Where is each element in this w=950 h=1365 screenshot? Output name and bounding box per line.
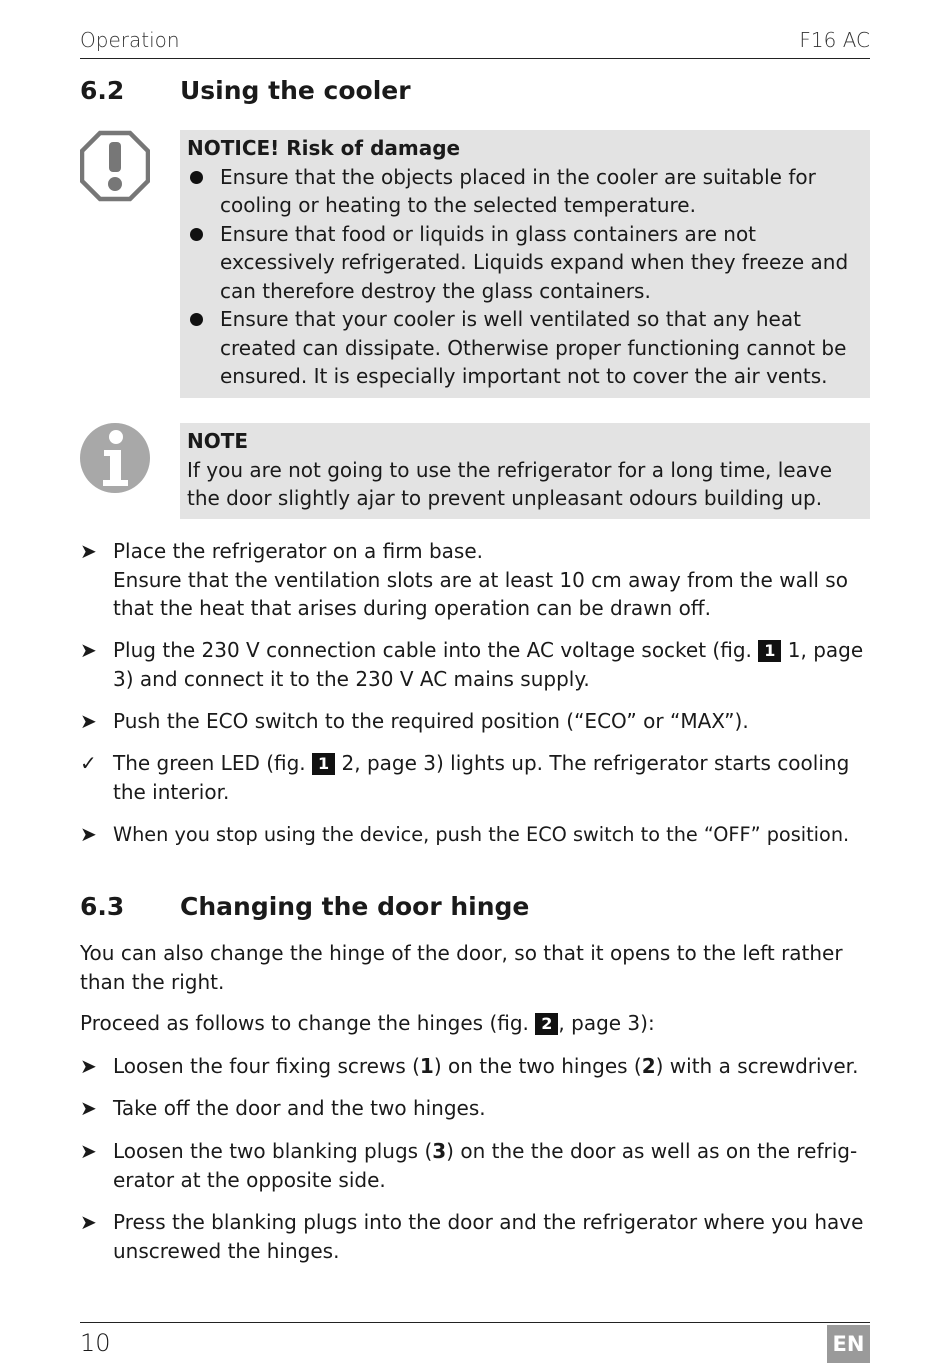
notice-item: Ensure that food or liquids in glass containers are not excessively refrigerated. Liquids expand when they freeze and can therefore destroy the glass containers.	[187, 220, 860, 306]
note-text: If you are not going to use the refrigerator for a long time, leave the door slightly ajar to prevent unpleasant odours building up.	[187, 457, 832, 510]
language-badge: EN	[827, 1325, 870, 1363]
arrow-marker-icon: ➤	[80, 822, 97, 846]
arrow-marker-icon: ➤	[80, 709, 97, 733]
section-title: Using the cooler	[180, 76, 411, 105]
paragraph: You can also change the hinge of the door, so that it opens to the left rather than the right.	[80, 941, 843, 994]
section-heading-6-3	[80, 892, 870, 921]
info-circle-icon	[79, 422, 151, 494]
section-number: 6.2	[80, 76, 125, 105]
instruction-step: ➤ Loosen the two blanking plugs (3) on the the door as well as on the refrig-erator at the opposite side.	[80, 1139, 858, 1192]
paragraph: Proceed as follows to change the hinges (fig. 2 , page 3):	[80, 1011, 655, 1035]
footer-rule	[80, 1322, 870, 1323]
notice-item: Ensure that your cooler is well ventilated so that any heat created can dissipate. Otherwise proper functioning cannot be ensured. It is especially important not to cover the air vents.	[187, 305, 860, 391]
instruction-step: ➤ Push the ECO switch to the required position (“ECO” or “MAX”).	[80, 707, 880, 736]
header-section: Operation	[80, 28, 180, 52]
section-heading-6-2	[80, 76, 870, 105]
figure-reference: 2	[535, 1013, 558, 1035]
section-number: 6.3	[80, 892, 125, 921]
arrow-marker-icon: ➤	[80, 1096, 97, 1120]
instruction-step: ➤ Plug the 230 V connection cable into the AC voltage socket (fig. 1 1, page 3) and connect it to the 230 V AC mains supply.	[80, 638, 864, 691]
result-step: ✓ The green LED (fig. 1 2, page 3) lights up. The refrigerator starts cooling the interior.	[80, 751, 850, 804]
arrow-marker-icon: ➤	[80, 638, 97, 662]
notice-title: NOTICE! Risk of damage	[187, 136, 461, 160]
header-model: F16 AC	[799, 28, 870, 52]
notice-box	[180, 130, 870, 398]
warning-octagon-icon	[80, 130, 150, 202]
figure-reference: 1	[758, 640, 781, 662]
notice-item: Ensure that the objects placed in the cooler are suitable for cooling or heating to the selected temperature.	[187, 163, 860, 220]
note-box	[180, 423, 870, 519]
instruction-step: ➤ Loosen the four fixing screws (1) on the two hinges (2) with a screwdriver.	[80, 1052, 880, 1081]
arrow-marker-icon: ➤	[80, 539, 97, 563]
instruction-step: ➤ Place the refrigerator on a firm base. Ensure that the ventilation slots are at least 10 cm away from the wall so that the heat that arises during operation can be drawn off.	[80, 539, 848, 620]
header-rule	[80, 58, 870, 59]
instruction-step: ➤ Take off the door and the two hinges.	[80, 1094, 880, 1123]
arrow-marker-icon: ➤	[80, 1210, 97, 1234]
page-number: 10	[80, 1329, 111, 1357]
note-title: NOTE	[187, 429, 249, 453]
running-header	[80, 28, 870, 52]
instruction-step: ➤ When you stop using the device, push the ECO switch to the “OFF” position.	[80, 820, 890, 850]
instruction-step: ➤ Press the blanking plugs into the door and the refrigerator where you have unscrewed the hinges.	[80, 1210, 864, 1263]
section-title: Changing the door hinge	[180, 892, 530, 921]
check-marker-icon: ✓	[80, 751, 97, 775]
figure-reference: 1	[312, 753, 335, 775]
arrow-marker-icon: ➤	[80, 1054, 97, 1078]
arrow-marker-icon: ➤	[80, 1139, 97, 1163]
